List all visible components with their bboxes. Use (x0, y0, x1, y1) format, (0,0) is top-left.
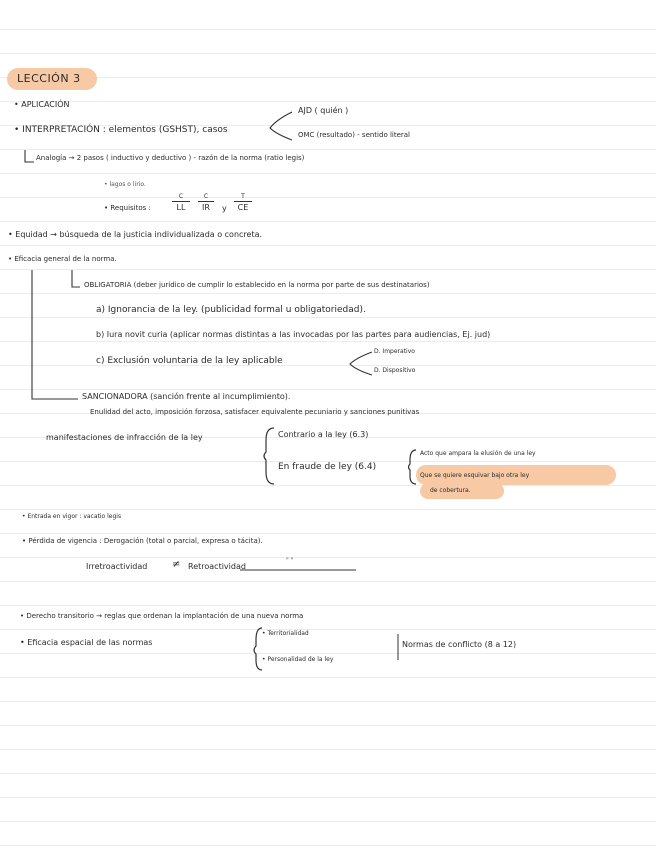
sancionadora-consecuencias: Enulidad del acto, imposición forzosa, satisfacer equivalente pecuniario y sanciones punitivas (90, 408, 420, 416)
fraude-detail-1: Acto que ampara la elusión de una ley (420, 450, 536, 457)
analogia-line: Analogía → 2 pasos ( inductivo y deductivo ) - razón de la norma (ratio legis) (36, 154, 305, 162)
fraude-ley: En fraude de ley (6.4) (278, 462, 377, 472)
entrada-vigor: • Entrada en vigor : vacatio legis (22, 513, 122, 520)
obligatoria-a: a) Ignorancia de la ley. (publicidad formal u obligatoriedad). (96, 305, 366, 315)
territorialidad: • Territorialidad (262, 630, 309, 637)
lesson-title-highlight (7, 68, 97, 90)
not-equal-sign: ≠ (172, 559, 181, 570)
normas-conflicto: Normas de conflicto (8 a 12) (402, 640, 517, 649)
obligatoria-heading: OBLIGATORIA (deber jurídico de cumplir lo establecido en la norma por parte de sus destinatarios) (84, 281, 430, 289)
retroactividad: Retroactividad (188, 562, 246, 571)
lesson-title: LECCIÓN 3 (17, 72, 81, 85)
irretroactividad: Irretroactividad (86, 562, 148, 571)
perdida-vigencia: • Pérdida de vigencia : Derogación (total o parcial, expresa o tácita). (22, 537, 263, 545)
sancionadora-heading: SANCIONADORA (sanción frente al incumplimiento). (82, 392, 291, 401)
case-omc: OMC (resultado) - sentido literal (298, 131, 411, 139)
aplicacion-heading: • APLICACIÓN (14, 100, 70, 109)
eficacia-heading: • Eficacia general de la norma. (8, 255, 117, 263)
requisito-fraction-2: C IR (198, 193, 214, 212)
interpretacion-heading: • INTERPRETACIÓN : elementos (GSHST), casos (14, 125, 228, 135)
analogia-bullet-1: • lagos o lirio. (104, 181, 146, 188)
requisitos-label: • Requisitos : (104, 204, 151, 212)
case-ajd: AJD ( quién ) (298, 106, 349, 115)
manifestaciones-label: manifestaciones de infracción de la ley (46, 433, 203, 442)
equidad-line: • Equidad → búsqueda de la justicia individualizada o concreta. (8, 230, 263, 239)
obligatoria-c: c) Exclusión voluntaria de la ley aplicable (96, 356, 283, 366)
personalidad-ley: • Personalidad de la ley (262, 656, 334, 663)
requisito-y: y (222, 204, 227, 213)
ditto-marks: " " (286, 557, 294, 564)
d-dispositivo: D. Dispositivo (374, 367, 416, 374)
derecho-transitorio: • Derecho transitorio → reglas que ordenan la implantación de una nueva norma (20, 612, 304, 620)
fraude-detail-2: Que se quiere esquivar bajo otra ley (420, 472, 530, 479)
fraude-detail-3: de cobertura. (430, 487, 471, 494)
d-imperativo: D. Imperativo (374, 348, 415, 355)
requisito-fraction-1: C LL (172, 193, 190, 212)
eficacia-espacial: • Eficacia espacial de las normas (20, 638, 153, 647)
contrario-ley: Contrario a la ley (6.3) (278, 430, 369, 439)
obligatoria-b: b) Iura novit curia (aplicar normas distintas a las invocadas por las partes para audiencias, Ej. jud) (96, 330, 491, 339)
requisito-fraction-3: T CE (234, 193, 252, 212)
